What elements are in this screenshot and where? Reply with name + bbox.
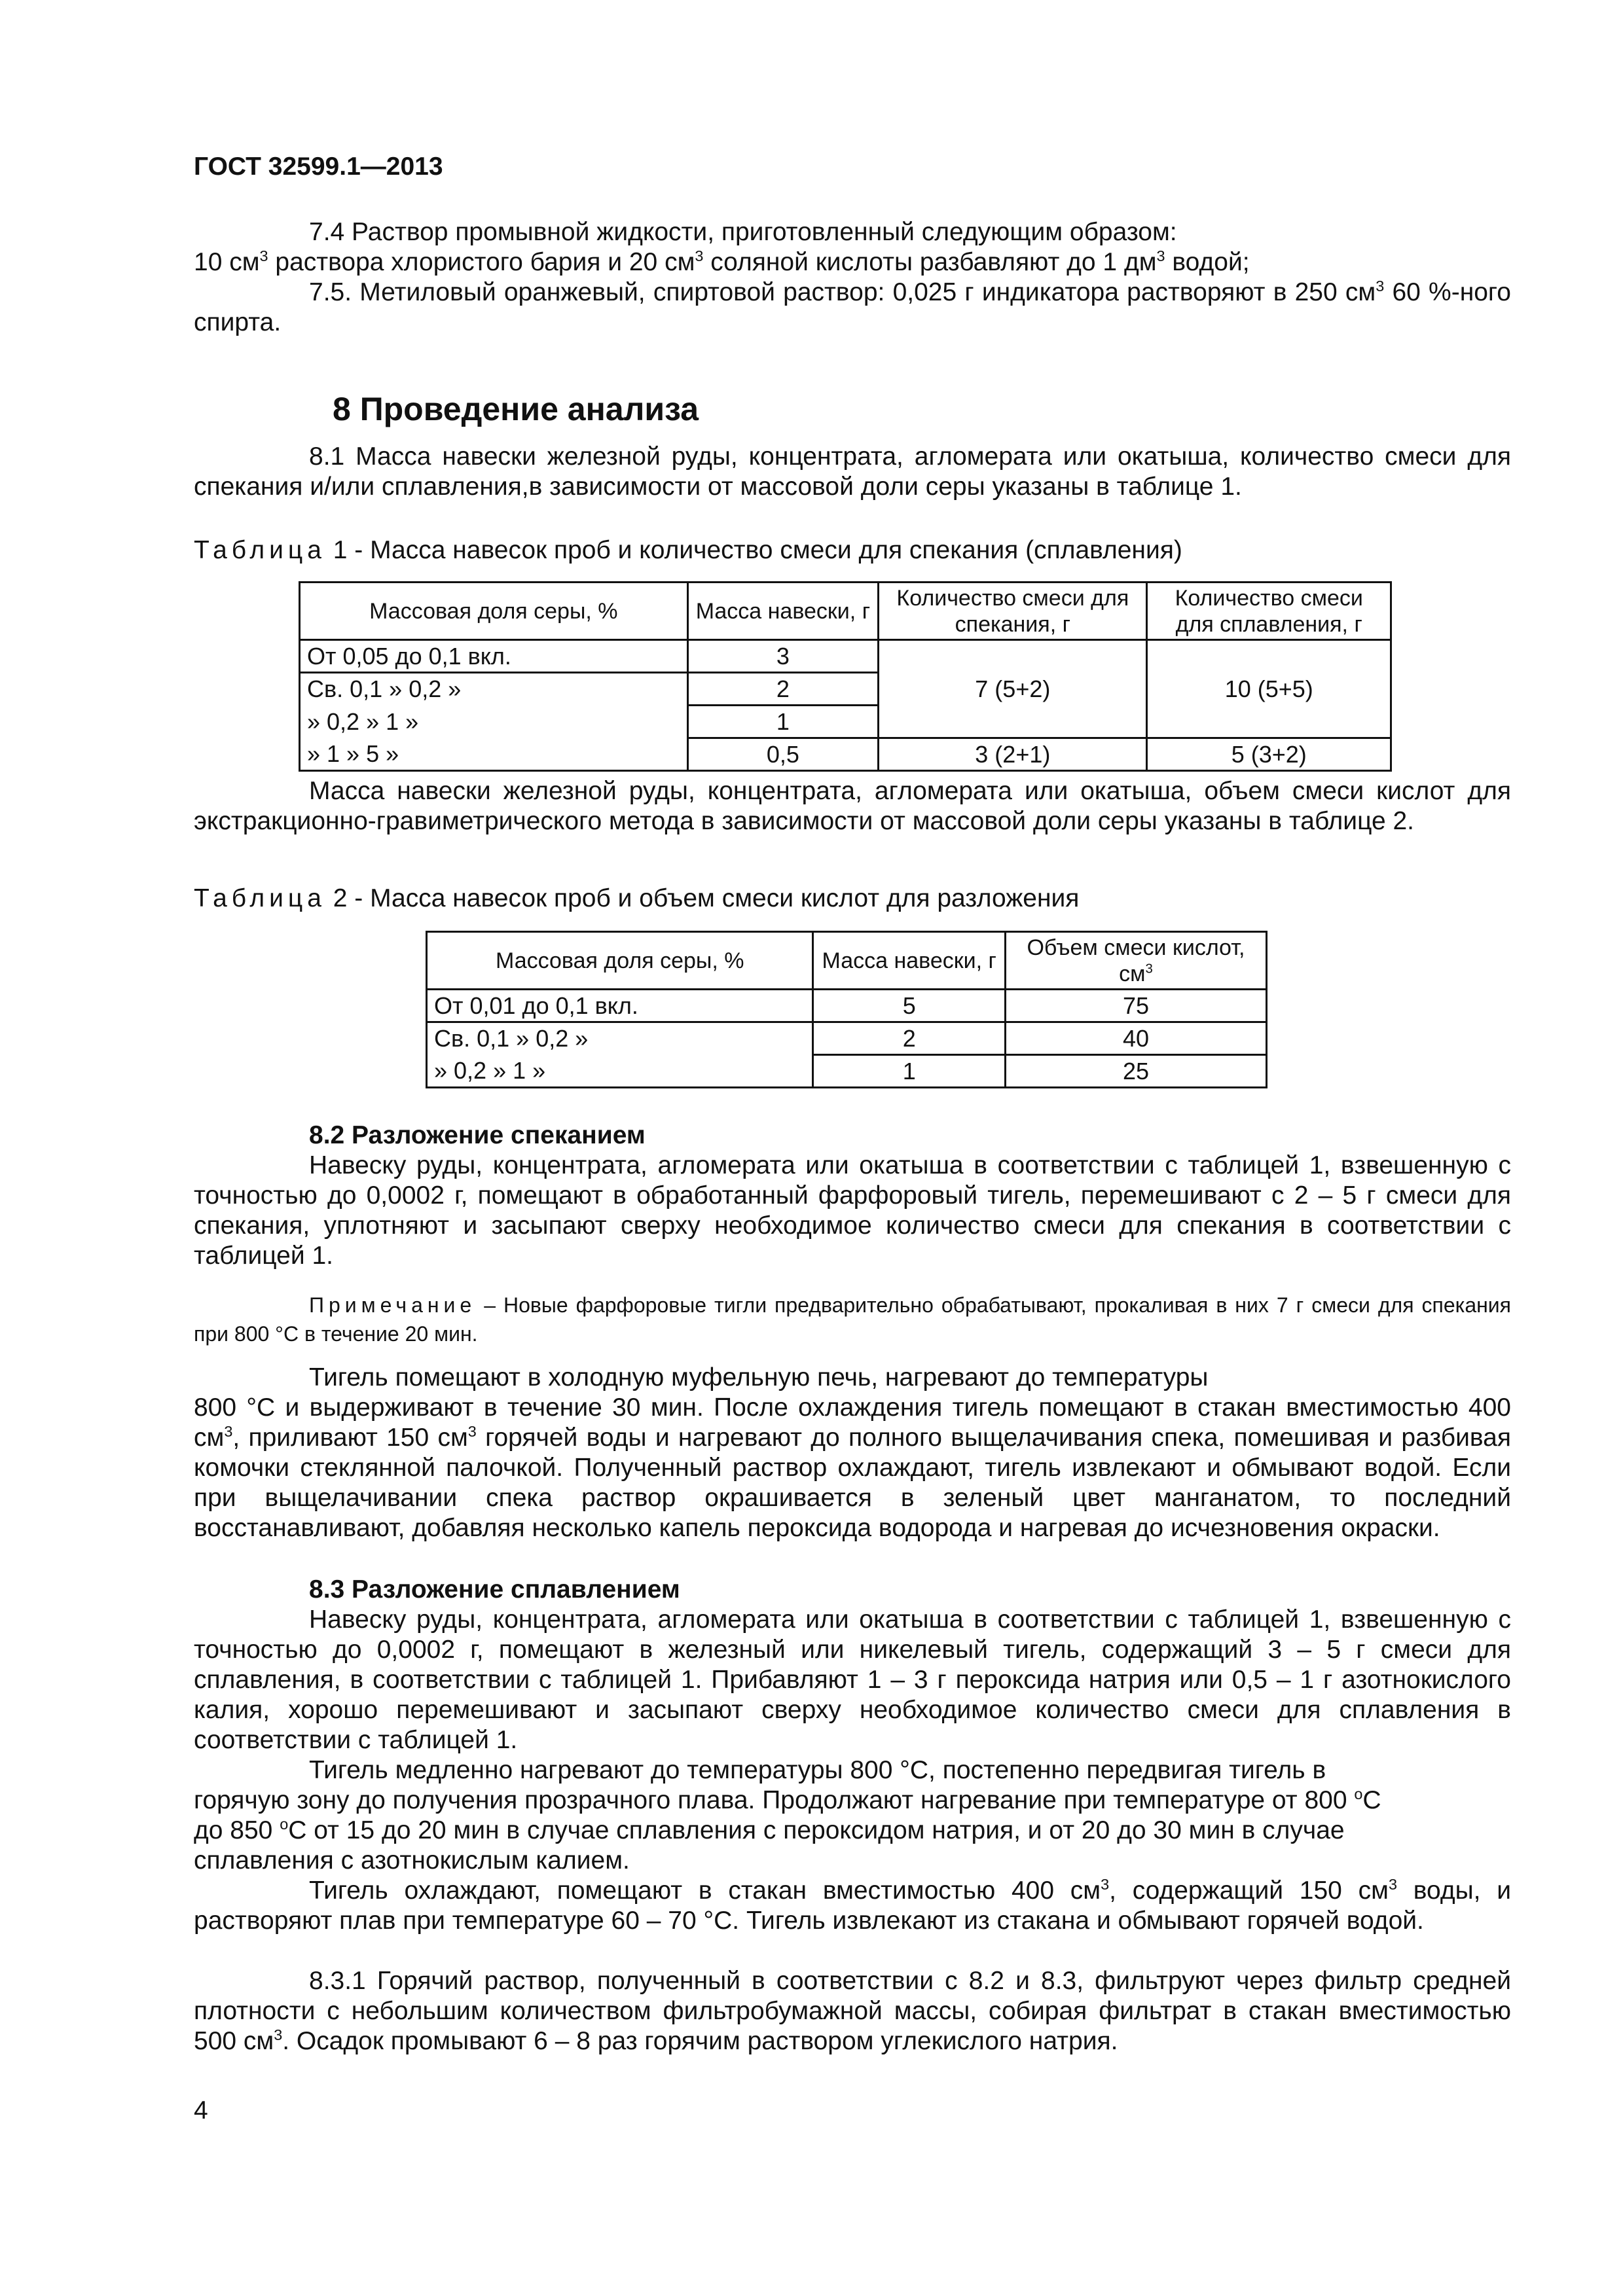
t1-r3-range: » 0,2 » 1 » — [300, 706, 688, 738]
t1-r4-mass: 0,5 — [687, 738, 879, 771]
t2-r2-volume: 40 — [1005, 1022, 1266, 1055]
t1-h-sinter: Количество смеси для спекания, г — [879, 583, 1147, 640]
t2-r1-volume: 75 — [1005, 990, 1266, 1022]
t2-r1-range: От 0,01 до 0,1 вкл. — [427, 990, 813, 1022]
p822-line1: Тигель помещают в холодную муфельную печь, нагревают до температуры — [309, 1363, 1209, 1391]
t1-r2-range: Св. 0,1 » 0,2 » — [300, 673, 688, 706]
paragraph-8-3-2 — [194, 1755, 1511, 1876]
t2-h-sulfur: Массовая доля серы, % — [427, 932, 813, 990]
p74-line1: 7.4 Раствор промывной жидкости, приготовленный следующим образом: — [309, 218, 1177, 246]
p832-line3: до 850 $^o$С от 15 до 20 мин в случае сплавления с пероксидом натрия, и от 20 до 30 мин в случае — [194, 1816, 1345, 1844]
table-row — [427, 990, 1267, 1022]
p822-rest: 800 °С и выдерживают в течение 30 мин. После охлаждения тигель помещают в стакан вместимостью 400 $см^3$, приливают 150 $см^3$ горячей воды и нагревают до полного выщелачивания спека, помешивая и разбивая комочки стеклянной палочкой. Полученный раствор охлаждают, тигель извлекают и обмывают водой. Если при выщелачивании спека раствор окрашивается в зеленый цвет манганатом, то последний восстанавливают, добавляя несколько капель пероксида водорода и нагревая до исчезновения окраски. — [194, 1393, 1511, 1542]
t2-r1-mass: 5 — [813, 990, 1005, 1022]
t1-h-mass: Масса навески, г — [687, 583, 879, 640]
table2-caption: Таблица 2 - Масса навесок проб и объем смеси кислот для разложения — [194, 884, 1080, 912]
paragraph-8-3-1-1: 8.3.1 Горячий раствор, полученный в соответствии с 8.2 и 8.3, фильтруют через фильтр средней плотности с небольшим количеством фильтробумажной массы, собирая фильтрат в стакан вместимостью 500 $см^3$. Осадок промывают 6 – 8 раз горячим раствором углекислого натрия. — [194, 1967, 1511, 2055]
t1-merged-fusion: 10 (5+5) — [1147, 640, 1391, 738]
note-8-2: Примечание – Новые фарфоровые тигли предварительно обрабатывают, прокаливая в них 7 г смеси для спекания при 800 °С в течение 20 мин. — [194, 1293, 1511, 1346]
paragraph-7-5: 7.5. Метиловый оранжевый, спиртовой раствор: 0,025 г индикатора растворяют в 250 $см^3$ 60 %-ного спирта. — [194, 278, 1511, 336]
section-title: 8 Проведение анализа — [333, 391, 699, 427]
table-2 — [426, 931, 1267, 1088]
paragraph-after-table-1: Масса навески железной руды, концентрата, агломерата или окатыша, объем смеси кислот для экстракционно-гравиметрического метода в зависимости от массовой доли серы указаны в таблице 2. — [194, 777, 1511, 835]
subsection-title-8-3: 8.3 Разложение сплавлением — [309, 1575, 680, 1604]
t1-r1-range: От 0,05 до 0,1 вкл. — [300, 640, 688, 673]
t1-r2-mass: 2 — [687, 673, 879, 706]
page-number: 4 — [194, 2096, 208, 2125]
table1-header-row — [300, 583, 1391, 640]
t2-r3-mass: 1 — [813, 1055, 1005, 1088]
p832-line4: сплавления с азотнокислым калием. — [194, 1846, 630, 1874]
t1-r4-sinter: 3 (2+1) — [879, 738, 1147, 771]
paragraph-8-1: 8.1 Масса навески железной руды, концентрата, агломерата или окатыша, количество смеси для спекания и/или сплавления,в зависимости от массовой доли серы указаны в таблице 1. — [194, 442, 1511, 501]
table-1 — [299, 581, 1392, 772]
t1-h-sulfur: Массовая доля серы, % — [300, 583, 688, 640]
t1-h-fusion: Количество смеси для сплавления, г — [1147, 583, 1391, 640]
document-code: ГОСТ 32599.1—2013 — [194, 152, 443, 181]
table-row — [300, 738, 1391, 771]
paragraph-8-3-3: Тигель охлаждают, помещают в стакан вместимостью 400 $см^3$, содержащий 150 $см^3$ воды, и растворяют плав при температуре 60 – 70 °С. Тигель извлекают из стакана и обмывают горячей водой. — [194, 1876, 1511, 1935]
t1-r4-fusion: 5 (3+2) — [1147, 738, 1391, 771]
subsection-title-8-2: 8.2 Разложение спеканием — [309, 1121, 646, 1149]
t1-r1-mass: 3 — [687, 640, 879, 673]
t2-r3-range: » 0,2 » 1 » — [427, 1055, 813, 1088]
t1-r3-mass: 1 — [687, 706, 879, 738]
t2-h-mass: Масса навески, г — [813, 932, 1005, 990]
t2-h-volume: Объем смеси кислот, $см^3$ — [1005, 932, 1266, 990]
t2-r2-mass: 2 — [813, 1022, 1005, 1055]
table2-header-row — [427, 932, 1267, 990]
paragraph-8-2-2 — [194, 1363, 1511, 1543]
paragraph-7-4 — [194, 217, 1511, 278]
paragraph-8-3-1: Навеску руды, концентрата, агломерата или окатыша в соответствии с таблицей 1, взвешенную с точностью до 0,0002 г, помещают в железный или никелевый тигель, содержащий 3 – 5 г смеси для сплавления, в соответствии с таблицей 1. Прибавляют 1 – 3 г пероксида натрия или 0,5 – 1 г азотнокислого калия, хорошо перемешивают и засыпают сверху необходимое количество смеси для сплавления в соответствии с таблицей 1. — [194, 1605, 1511, 1754]
table-row — [427, 1055, 1267, 1088]
t2-r3-volume: 25 — [1005, 1055, 1266, 1088]
t1-r4-range: » 1 » 5 » — [300, 738, 688, 771]
table1-caption: Таблица 1 - Масса навесок проб и количество смеси для спекания (сплавления) — [194, 536, 1182, 564]
table-row — [300, 640, 1391, 673]
p832-line2: горячую зону до получения прозрачного плава. Продолжают нагревание при температуре от 800 $^o$С — [194, 1785, 1381, 1814]
paragraph-8-2-1: Навеску руды, концентрата, агломерата или окатыша в соответствии с таблицей 1, взвешенную с точностью до 0,0002 г, помещают в обработанный фарфоровый тигель, перемешивают с 2 – 5 г смеси для спекания, уплотняют и засыпают сверху необходимое количество смеси для спекания в соответствии с таблицей 1. — [194, 1151, 1511, 1270]
p832-line1: Тигель медленно нагревают до температуры 800 °С, постепенно передвигая тигель в — [309, 1756, 1326, 1784]
t2-r2-range: Св. 0,1 » 0,2 » — [427, 1022, 813, 1055]
table-row — [427, 1022, 1267, 1055]
t1-merged-sinter: 7 (5+2) — [879, 640, 1147, 738]
p74-line2: 10 $см^3$ раствора хлористого бария и 20 $см^3$ соляной кислоты разбавляют до 1 $дм^3$ водой; — [194, 247, 1250, 276]
